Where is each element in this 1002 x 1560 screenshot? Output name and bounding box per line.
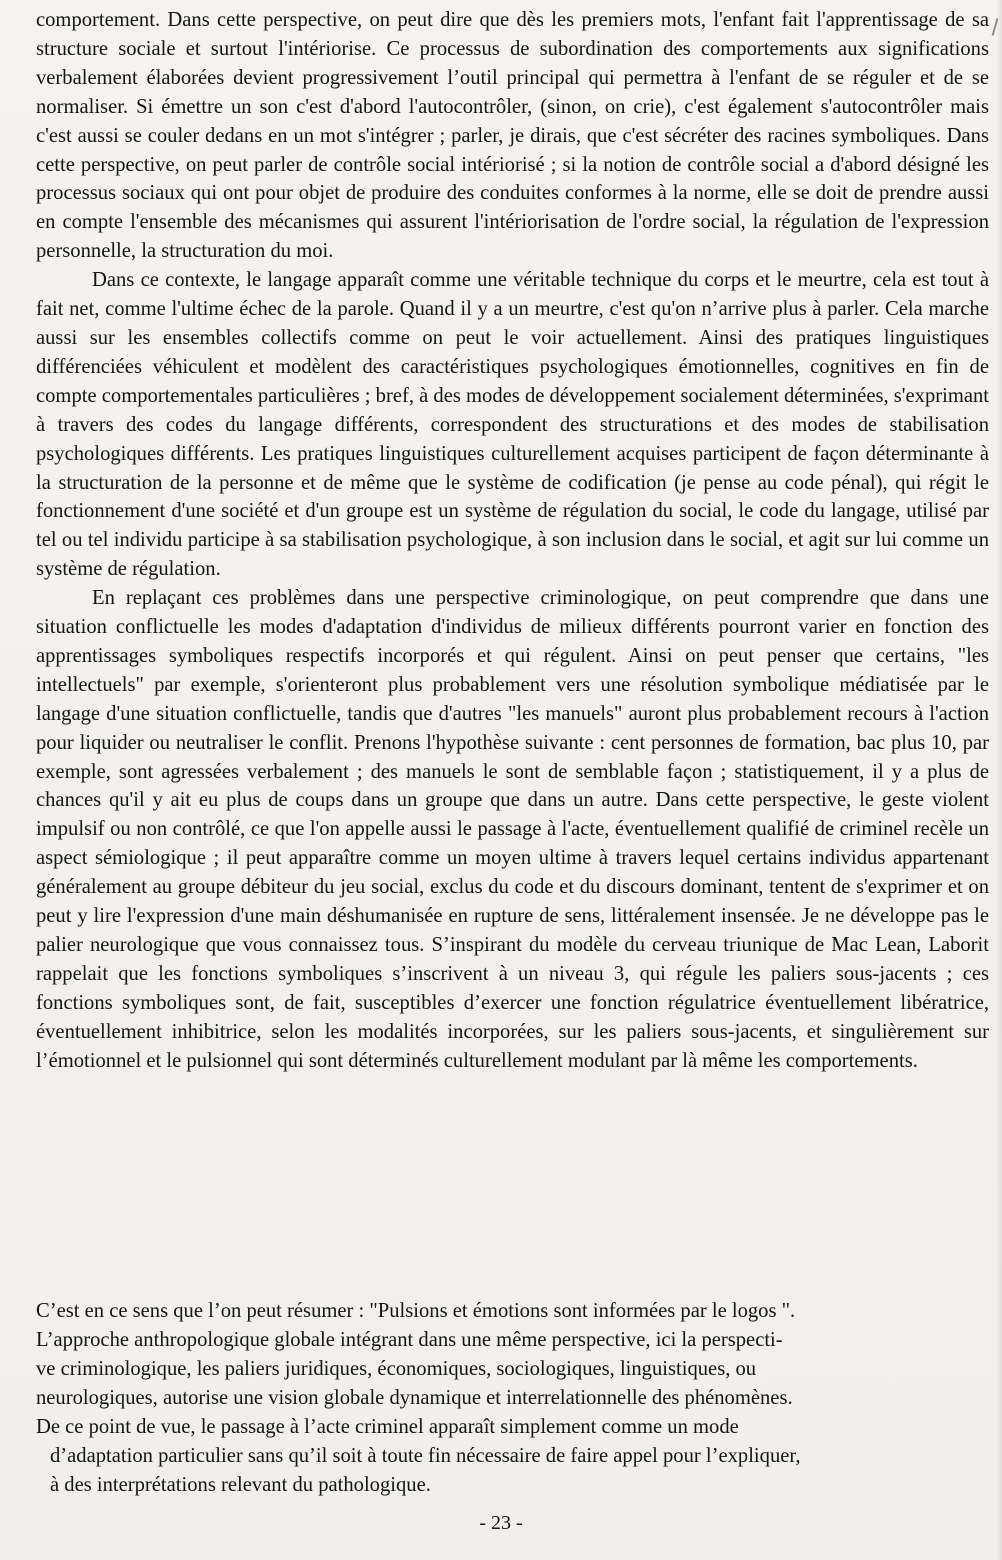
body-text (36, 6, 989, 1076)
tail-line-7: à des interprétations relevant du pathologique. (50, 1474, 431, 1496)
tail-line-1: C’est en ce sens que l’on peut résumer : "Pulsions et émotions sont informées par le logos ". (36, 1300, 796, 1322)
page-edge-shadow (996, 0, 1002, 1560)
paragraph-2: Dans ce contexte, le langage apparaît comme une véritable technique du corps et le meurtre, cela est tout à fait net, comme l'ultime échec de la parole. Quand il y a un meurtre, c'est qu'on n’arrive plus à parler. Cela marche aussi sur les ensembles collectifs comme on peut le voir actuellement. Ainsi des pratiques linguistiques différenciées véhiculent et modèlent des caractéristiques psychologiques émotionnelles, cognitives en fin de compte comportementales particulières ; bref, à des modes de développement socialement déterminées, s'exprimant à travers des codes du langage différents, correspondent des structurations et des modes de stabilisation psychologiques différents. Les pratiques linguistiques culturellement acquises participent de façon déterminante à la structuration de la personne et de même que le système de codification (je pense au code pénal), qui régit le fonctionnement d'une société et d'un groupe est un système de régulation du social, le code du langage, utilisé par tel ou tel individu participe à sa stabilisation psychologique, à son inclusion dans le social, et agit sur lui comme un système de régulation. (36, 269, 989, 581)
tail-line-3: ve criminologique, les paliers juridiques, économiques, sociologiques, linguistiques, ou (36, 1358, 757, 1380)
tail-line-4: neurologiques, autorise une vision globale dynamique et interrelationnelle des phénomènes. (36, 1387, 793, 1409)
paragraph-1: comportement. Dans cette perspective, on peut dire que dès les premiers mots, l'enfant fait l'apprentissage de sa structure sociale et surtout l'intériorise. Ce processus de subordination des comportements aux significations verbalement élaborées devient progressivement l’outil principal qui permettra à l'enfant de se réguler et de se normaliser. Si émettre un son c'est d'abord l'autocontrôler, (sinon, on crie), c'est également s'autocontrôler mais c'est aussi se couler dedans en un mot s'intégrer ; parler, je dirais, que c'est sécréter des racines symboliques. Dans cette perspective, on peut parler de contrôle social intériorisé ; si la notion de contrôle social a d'abord désigné les processus sociaux qui ont pour objet de produire des conduites conformes à la norme, elle se doit de prendre aussi en compte l'ensemble des mécanismes qui assurent l'intériorisation de l'ordre social, la régulation de l'expression personnelle, la structuration du moi. (36, 9, 989, 263)
page-number: - 23 - (479, 1512, 523, 1534)
tail-line-2: L’approche anthropologique globale intégrant dans une même perspective, ici la perspecti- (36, 1329, 783, 1351)
tail-line-5: De ce point de vue, le passage à l’acte criminel apparaît simplement comme un mode (36, 1416, 739, 1438)
paragraph-3: En replaçant ces problèmes dans une perspective criminologique, on peut comprendre que dans une situation conflictuelle les modes d'adaptation d'individus de milieux différents pourront varier en fonction des apprentissages symboliques respectifs incorporés et qui régulent. Ainsi on peut penser que certains, "les intellectuels" par exemple, s'orienteront plus probablement vers une résolution symbolique médiatisée par le langage d'une situation conflictuelle, tandis que d'autres "les manuels" auront plus probablement recours à l'action pour liquider ou neutraliser le conflit. Prenons l'hypothèse suivante : cent personnes de formation, bac plus 10, par exemple, sont agressées verbalement ; des manuels le sont de semblable façon ; statistiquement, il y a plus de chances qu'il y ait eu plus de coups dans un groupe que dans un autre. Dans cette perspective, le geste violent impulsif ou non contrôlé, ce que l'on appelle aussi le passage à l'acte, éventuellement qualifié de criminel recèle un aspect sémiologique ; il peut apparaître comme un moyen ultime à travers lequel certains individus appartenant généralement au groupe débiteur du jeu social, exclus du code et du discours dominant, tentent de s'exprimer et on peut y lire l'expression d'une main déshumanisée en rupture de sens, littéralement insensée. Je ne développe pas le palier neurologique que vous connaissez tous. S’inspirant du modèle du cerveau triunique de Mac Lean, Laborit rappelait que les fonctions symboliques s’inscrivent à un niveau 3, qui régule les paliers sous-jacents ; ces fonctions symboliques sont, de fait, susceptibles d’exercer une fonction régulatrice éventuellement libératrice, éventuellement inhibitrice, selon les modalités incorporées, sur les paliers sous-jacents, et singulièrement sur l’émotionnel et le pulsionnel qui sont déterminés culturellement modulant par là même les comportements. (36, 587, 989, 1072)
tail-line-6: d’adaptation particulier sans qu’il soit à toute fin nécessaire de faire appel pour l’expliquer, (50, 1445, 801, 1467)
